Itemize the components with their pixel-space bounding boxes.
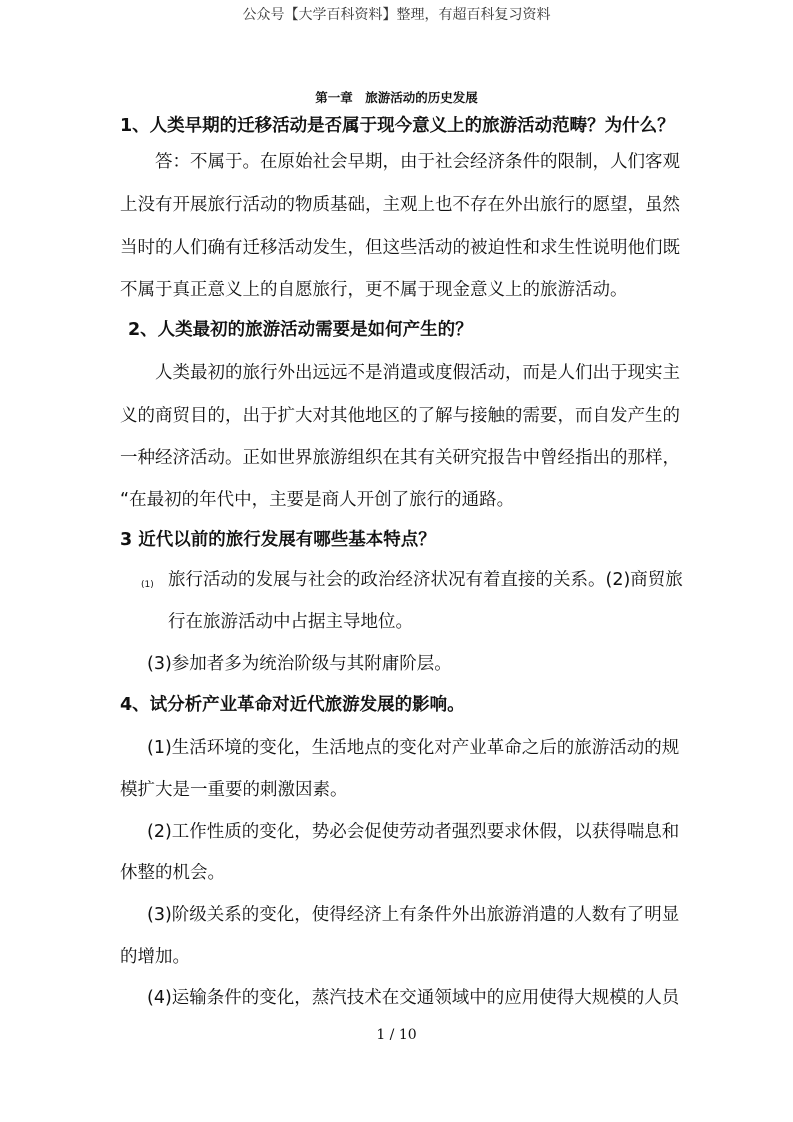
answer-line: (4)运输条件的变化，蒸汽技术在交通领域中的应用使得大规模的人员 bbox=[147, 988, 680, 1008]
answer-line: 的增加。 bbox=[120, 947, 190, 967]
answer-line: 旅行活动的发展与社会的政治经济状况有着直接的关系。(2)商贸旅 bbox=[168, 570, 683, 590]
answer-line: 一种经济活动。正如世界旅游组织在其有关研究报告中曾经指出的那样， bbox=[120, 448, 680, 468]
question-4: 4、试分析产业革命对近代旅游发展的影响。 bbox=[120, 695, 465, 715]
answer-line: 义的商贸目的，出于扩大对其他地区的了解与接触的需要，而自发产生的 bbox=[120, 406, 680, 426]
answer-line: 行在旅游活动中占据主导地位。 bbox=[168, 612, 413, 632]
answer-line: 当时的人们确有迁移活动发生，但这些活动的被迫性和求生性说明他们既 bbox=[120, 238, 680, 258]
chapter-title: 第一章 旅游活动的历史发展 bbox=[315, 90, 478, 105]
answer-line: “在最初的年代中，主要是商人开创了旅行的通路。 bbox=[120, 490, 515, 510]
page-number: 1 / 10 bbox=[376, 1027, 417, 1043]
answer-line: 答：不属于。在原始社会早期，由于社会经济条件的限制，人们客观 bbox=[155, 152, 680, 172]
answer-line: 休整的机会。 bbox=[120, 863, 225, 883]
answer-line: 模扩大是一重要的刺激因素。 bbox=[120, 780, 348, 800]
answer-line: (1)生活环境的变化，生活地点的变化对产业革命之后的旅游活动的规 bbox=[147, 738, 680, 758]
question-1: 1、人类早期的迁移活动是否属于现今意义上的旅游活动范畴？为什么？ bbox=[120, 116, 675, 136]
answer-line: (3)阶级关系的变化，使得经济上有条件外出旅游消遣的人数有了明显 bbox=[147, 905, 680, 925]
question-3: 3 近代以前的旅行发展有哪些基本特点？ bbox=[120, 530, 436, 550]
answer-line: (3)参加者多为统治阶级与其附庸阶层。 bbox=[147, 654, 452, 674]
answer-line: 人类最初的旅行外出远远不是消遣或度假活动，而是人们出于现实主 bbox=[155, 363, 680, 383]
page-header: 公众号【大学百科资料】整理，有超百科复习资料 bbox=[242, 7, 551, 23]
answer-line: 不属于真正意义上的自愿旅行，更不属于现金意义上的旅游活动。 bbox=[120, 280, 628, 300]
question-2: 2、人类最初的旅游活动需要是如何产生的？ bbox=[128, 320, 473, 340]
list-marker: (1) bbox=[141, 580, 154, 590]
answer-line: (2)工作性质的变化，势必会促使劳动者强烈要求休假，以获得喘息和 bbox=[147, 822, 680, 842]
answer-line: 上没有开展旅行活动的物质基础，主观上也不存在外出旅行的愿望，虽然 bbox=[120, 195, 680, 215]
